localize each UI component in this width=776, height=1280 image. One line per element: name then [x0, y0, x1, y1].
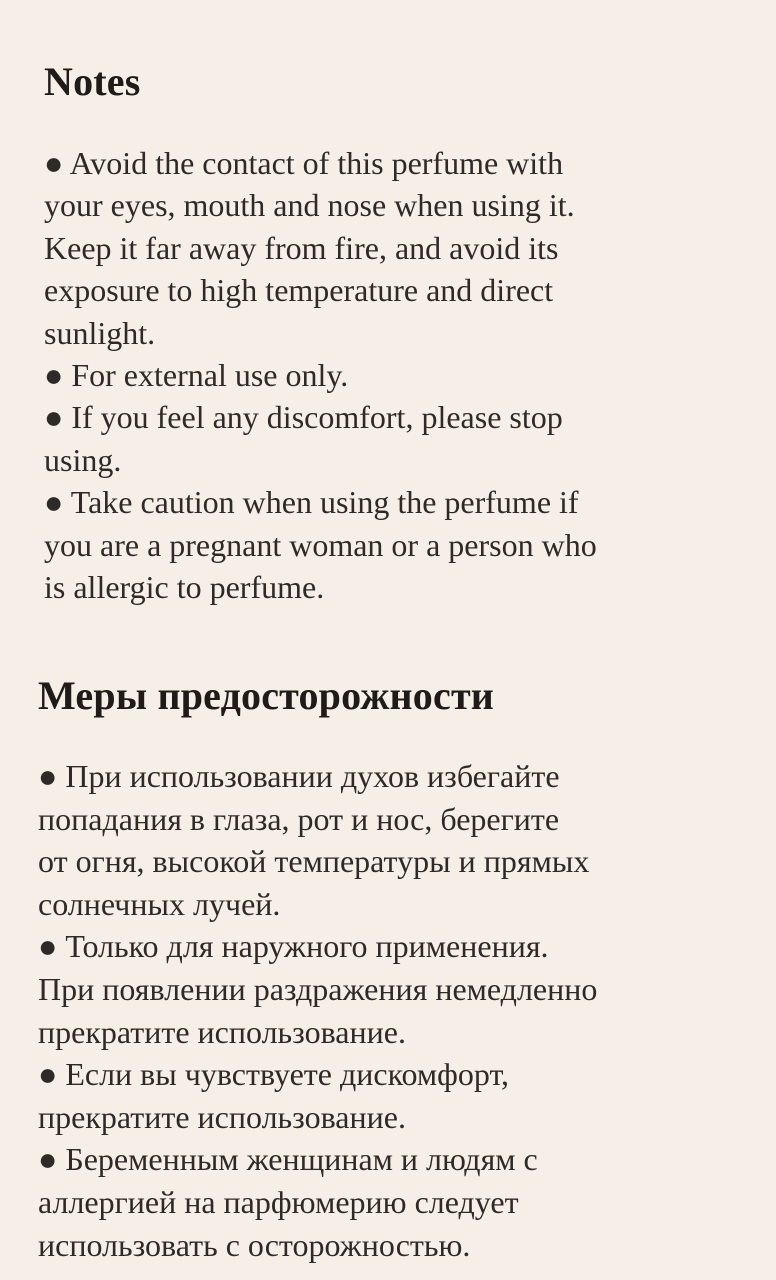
text-line: от огня, высокой температуры и прямых — [38, 843, 590, 880]
text-line: exposure to high temperature and direct — [44, 272, 554, 309]
text-line: При появлении раздражения немедленно — [38, 970, 598, 1007]
notes-body-russian — [38, 755, 754, 1266]
text-line: ● Take caution when using the perfume if — [44, 484, 579, 521]
notes-heading: Notes — [44, 59, 141, 104]
text-line: Keep it far away from fire, and avoid its — [44, 229, 559, 266]
text-line: аллергией на парфюмерию следует — [38, 1183, 519, 1220]
text-line: ● Только для наружного применения. — [38, 928, 549, 965]
notes-section-english — [44, 52, 744, 608]
text-line: using. — [44, 441, 122, 478]
text-line: your eyes, mouth and nose when using it. — [44, 187, 575, 224]
text-line: ● Если вы чувствуете дискомфорт, — [38, 1056, 510, 1093]
text-line: ● Avoid the contact of this perfume with — [44, 145, 564, 181]
text-line: ● If you feel any discomfort, please stop — [44, 399, 563, 436]
text-line: прекратите использование. — [38, 1013, 406, 1050]
text-line: you are a pregnant woman or a person who — [44, 526, 597, 563]
precautions-heading: Меры предосторожности — [38, 673, 495, 718]
text-line: sunlight. — [44, 314, 156, 351]
text-line: is allergic to perfume. — [44, 568, 325, 605]
notes-section-russian — [38, 664, 754, 1266]
text-line: ● Беременным женщинам и людям с — [38, 1141, 538, 1178]
text-line: ● При использовании духов избегайте — [38, 758, 560, 794]
text-line: ● For external use only. — [44, 356, 349, 393]
notes-body-english — [44, 142, 744, 608]
text-line: солнечных лучей. — [38, 885, 281, 922]
text-line: прекратите использование. — [38, 1098, 406, 1135]
text-line: использовать с осторожностью. — [38, 1226, 471, 1263]
text-line: попадания в глаза, рот и нос, берегите — [38, 800, 560, 837]
